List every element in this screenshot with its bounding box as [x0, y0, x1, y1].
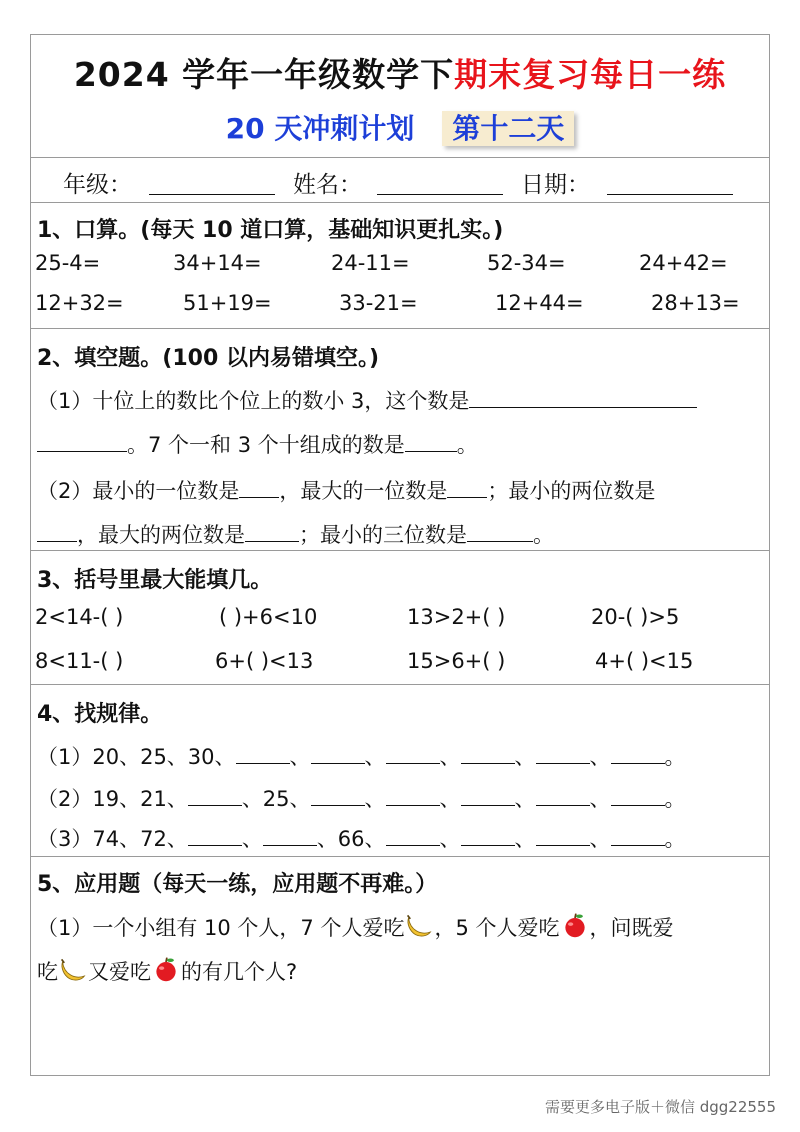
problem: 34+14= [173, 251, 262, 275]
question-text: 。 [533, 523, 554, 547]
answer-blank[interactable] [536, 783, 590, 806]
problem[interactable]: 4+( )<15 [595, 649, 694, 673]
problem: 33-21= [339, 291, 418, 315]
grade-label: 年级： [63, 172, 132, 198]
footer-watermark: 需要更多电子版＋微信 dgg22555 [544, 1098, 776, 1116]
question-text: ；最小的两位数是 [487, 479, 656, 503]
worksheet-header [31, 35, 769, 158]
pattern-1 [37, 741, 686, 771]
problem-row [31, 649, 769, 683]
answer-blank[interactable] [461, 783, 515, 806]
pattern-3 [37, 823, 686, 853]
problem-text: ，5 个人爱吃 [434, 916, 560, 940]
answer-blank[interactable] [37, 519, 77, 542]
question-text: 。7 个一和 3 个十组成的数是 [127, 433, 405, 457]
banana-icon [59, 955, 87, 983]
answer-blank[interactable] [611, 823, 665, 846]
separator: 、 [289, 745, 311, 769]
separator: 、 [439, 745, 461, 769]
section-max-fill [31, 551, 769, 685]
answer-blank[interactable] [239, 475, 279, 498]
pattern-text: 、66、 [316, 827, 386, 851]
separator: 、 [439, 827, 461, 851]
question-2-cont [37, 519, 554, 549]
answer-blank[interactable] [236, 741, 290, 764]
problem[interactable]: 2<14-( ) [35, 605, 124, 629]
answer-blank[interactable] [188, 823, 242, 846]
banana-icon [405, 911, 433, 939]
problem[interactable]: 8<11-( ) [35, 649, 124, 673]
problem[interactable]: 15>6+( ) [407, 649, 506, 673]
pattern-text: （2）19、21、 [37, 787, 188, 811]
date-field[interactable] [607, 194, 733, 195]
apple-icon [152, 955, 180, 983]
day-badge: 第十二天 [442, 111, 574, 146]
period: 。 [664, 745, 686, 769]
question-text: ，最大的两位数是 [77, 523, 245, 547]
answer-blank[interactable] [469, 385, 697, 408]
separator: 、 [514, 787, 536, 811]
name-field[interactable] [377, 194, 503, 195]
period: 。 [664, 827, 686, 851]
worksheet [30, 34, 770, 1076]
problem[interactable]: 13>2+( ) [407, 605, 506, 629]
problem: 12+32= [35, 291, 124, 315]
problem: 52-34= [487, 251, 566, 275]
answer-blank[interactable] [447, 475, 487, 498]
separator: 、 [514, 827, 536, 851]
section-title: 5、应用题（每天一练，应用题不再难。） [37, 872, 438, 897]
question-2 [37, 475, 655, 505]
problem: 12+44= [495, 291, 584, 315]
date-label: 日期： [521, 172, 590, 198]
separator: 、 [364, 787, 386, 811]
section-title: 2、填空题。(100 以内易错填空。) [37, 346, 379, 371]
answer-blank[interactable] [461, 741, 515, 764]
section-title: 4、找规律。 [37, 702, 163, 727]
title-main: 2024 学年一年级数学下 [73, 55, 455, 94]
answer-blank[interactable] [461, 823, 515, 846]
section-word-problem [31, 857, 769, 1077]
title-highlight: 期末复习每日一练 [454, 55, 727, 94]
question-text: （1）十位上的数比个位上的数小 3，这个数是 [37, 389, 470, 413]
problem-text: 的有几个人? [181, 960, 298, 984]
word-problem-line-1 [37, 911, 674, 942]
answer-blank[interactable] [405, 429, 457, 452]
section-patterns [31, 685, 769, 857]
apple-icon [561, 911, 589, 939]
answer-blank[interactable] [386, 741, 440, 764]
plan-label: 20 天冲刺计划 [225, 112, 415, 145]
pattern-text: （3）74、72、 [37, 827, 188, 851]
question-text: 。 [456, 433, 478, 457]
separator: 、 [589, 787, 611, 811]
separator: 、 [514, 745, 536, 769]
answer-blank[interactable] [536, 741, 590, 764]
problem-text: 又爱吃 [88, 960, 151, 984]
answer-blank[interactable] [536, 823, 590, 846]
question-text: ；最小的三位数是 [299, 523, 467, 547]
question-text: ，最大的一位数是 [279, 479, 448, 503]
section-fill-in [31, 329, 769, 551]
problem-text: ，问既爱 [589, 916, 674, 940]
answer-blank[interactable] [263, 823, 317, 846]
pattern-2 [37, 783, 686, 813]
separator: 、 [589, 827, 611, 851]
problem: 24-11= [331, 251, 410, 275]
answer-blank[interactable] [188, 783, 242, 806]
problem: 28+13= [651, 291, 740, 315]
problem[interactable]: ( )+6<10 [219, 605, 318, 629]
section-mental-math [31, 203, 769, 329]
problem: 51+19= [183, 291, 272, 315]
plan-line [31, 107, 769, 147]
name-label: 姓名： [293, 172, 362, 198]
problem-text: 吃 [37, 960, 58, 984]
answer-blank[interactable] [245, 519, 299, 542]
separator: 、 [241, 827, 263, 851]
problem-text: （1）一个小组有 10 个人，7 个人爱吃 [37, 916, 405, 940]
separator: 、 [439, 787, 461, 811]
answer-blank[interactable] [611, 741, 665, 764]
answer-blank[interactable] [467, 519, 533, 542]
problem-row [31, 605, 769, 639]
grade-field[interactable] [149, 194, 275, 195]
answer-blank[interactable] [37, 429, 127, 452]
pattern-text: 、25、 [241, 787, 311, 811]
problem: 25-4= [35, 251, 101, 275]
problem[interactable]: 6+( )<13 [215, 649, 314, 673]
question-1-cont [37, 429, 478, 459]
pattern-text: （1）20、25、30、 [37, 745, 236, 769]
answer-blank[interactable] [311, 741, 365, 764]
problem[interactable]: 20-( )>5 [591, 605, 680, 629]
period: 。 [664, 787, 686, 811]
question-1 [37, 385, 697, 415]
problem: 24+42= [639, 251, 728, 275]
word-problem-line-2 [37, 955, 297, 986]
answer-blank[interactable] [386, 783, 440, 806]
answer-blank[interactable] [611, 783, 665, 806]
worksheet-title [31, 49, 769, 96]
question-text: （2）最小的一位数是 [37, 479, 240, 503]
problem-row [31, 291, 769, 325]
section-title: 3、括号里最大能填几。 [37, 568, 273, 593]
answer-blank[interactable] [386, 823, 440, 846]
separator: 、 [589, 745, 611, 769]
problem-row [31, 251, 769, 285]
answer-blank[interactable] [311, 783, 365, 806]
separator: 、 [364, 745, 386, 769]
student-info-row [31, 158, 769, 203]
section-title: 1、口算。(每天 10 道口算，基础知识更扎实。) [37, 218, 504, 243]
